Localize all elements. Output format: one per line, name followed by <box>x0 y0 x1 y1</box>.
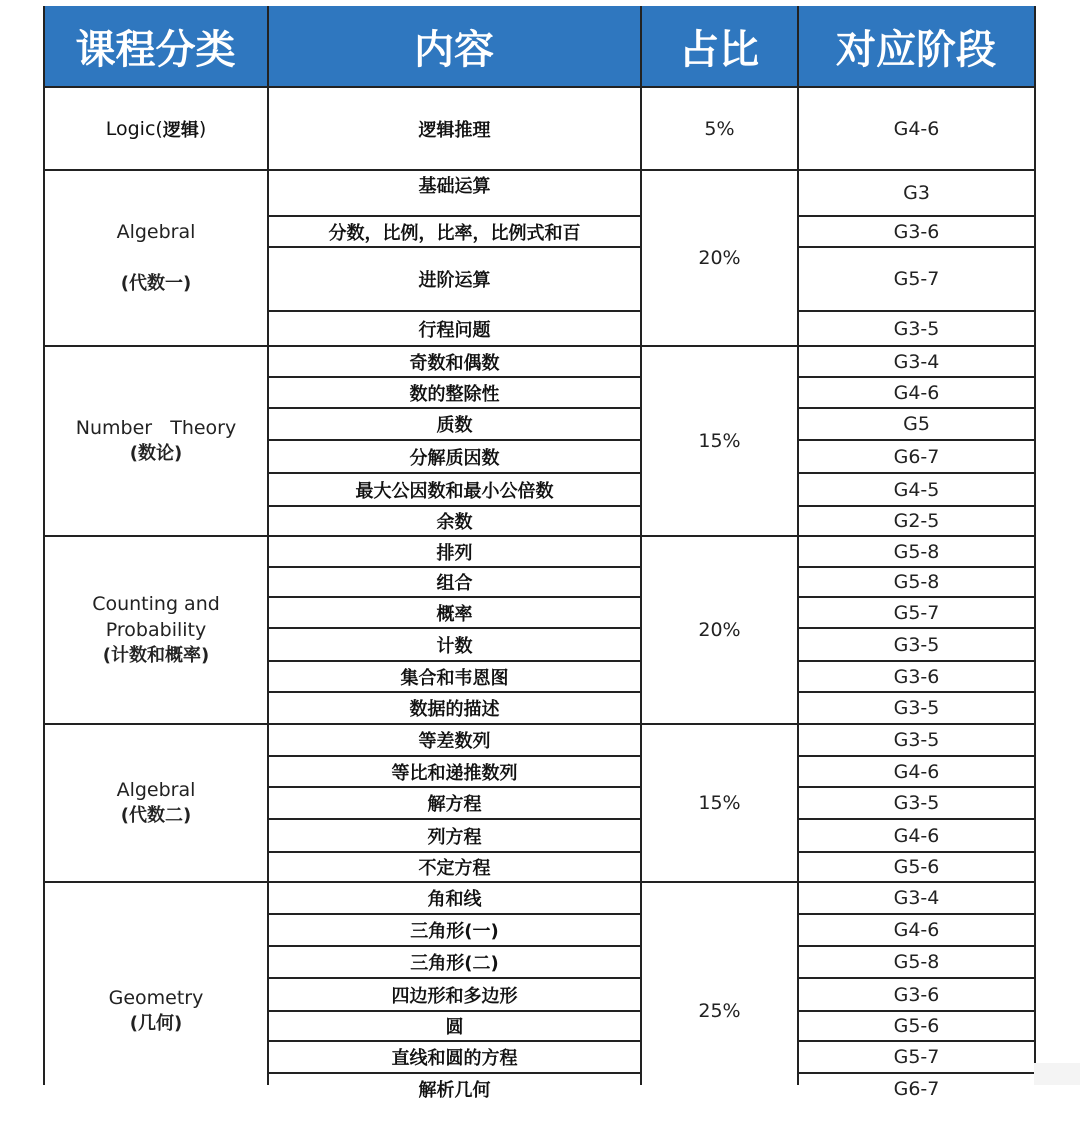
category-cn: (几何) <box>129 1013 183 1034</box>
grade-cell: G5-8 <box>893 951 940 973</box>
grade-cell: G4-6 <box>893 919 940 941</box>
category-cn: (计数和概率) <box>102 645 210 666</box>
header-content: 内容 <box>268 6 640 86</box>
category-cell <box>45 171 267 345</box>
topic-cell: 行程问题 <box>418 319 491 341</box>
category-cn: (代数一) <box>120 273 192 294</box>
grade-cell: G5-7 <box>893 601 940 624</box>
grade-cell: G3-5 <box>893 729 940 751</box>
category-en: Number Theory <box>75 417 237 439</box>
header-category: 课程分类 <box>44 6 267 86</box>
grade-cell: G3-4 <box>893 350 940 373</box>
topic-cell: 基础运算 <box>418 176 491 197</box>
category-cn: (代数二) <box>120 805 192 826</box>
topic-cell: 概率 <box>436 603 473 625</box>
topic-cell: 等比和递推数列 <box>391 762 518 784</box>
grade-cell: G4-6 <box>893 824 940 847</box>
topic-cell: 进阶运算 <box>418 270 491 291</box>
topic-cell: 四边形和多边形 <box>391 985 518 1007</box>
topic-cell: 分数，比例，比率，比例式和百 <box>328 222 581 244</box>
topic-cell: 余数 <box>436 512 473 533</box>
grade-cell: G6-7 <box>893 445 940 468</box>
topic-cell: 计数 <box>436 635 473 657</box>
topic-cell: 组合 <box>436 573 473 594</box>
grade-cell: G3-5 <box>893 633 940 656</box>
ratio-cell: 15% <box>698 792 741 814</box>
ratio-cell: 20% <box>698 619 741 641</box>
grade-cell: G3-4 <box>893 887 940 909</box>
category-en: Geometry <box>108 987 204 1009</box>
topic-cell: 解方程 <box>427 794 482 815</box>
topic-cell: 奇数和偶数 <box>409 352 500 374</box>
category-cn: (数论) <box>129 443 183 464</box>
grade-cell: G5-6 <box>893 1015 940 1037</box>
topic-cell: 质数 <box>436 415 473 436</box>
topic-cell: 分解质因数 <box>409 447 500 469</box>
grade-cell: G3-6 <box>893 220 940 243</box>
topic-cell: 数据的描述 <box>409 699 500 720</box>
category-en: Counting and <box>92 593 220 615</box>
category-en: Algebral <box>116 221 196 243</box>
topic-cell: 集合和韦恩图 <box>400 667 509 689</box>
category-cell <box>45 88 267 169</box>
grade-cell: G2-5 <box>893 510 940 532</box>
topic-cell: 逻辑推理 <box>418 119 491 141</box>
topic-cell: 等差数列 <box>418 731 491 752</box>
grade-cell: G5-6 <box>893 856 940 878</box>
grade-cell: G5-7 <box>893 268 940 290</box>
category-cell <box>45 725 267 881</box>
topic-cell: 角和线 <box>427 889 482 910</box>
grade-cell: G3 <box>903 182 930 204</box>
topic-cell: 三角形(二) <box>410 953 499 974</box>
category-en: Logic( <box>105 117 163 140</box>
grade-cell: G3-5 <box>893 317 940 340</box>
grade-cell: G5 <box>903 413 930 435</box>
grade-cell: G4-6 <box>893 117 940 140</box>
grade-cell: G6-7 <box>893 1078 940 1100</box>
ratio-cell: 20% <box>698 247 741 269</box>
grade-cell: G4-5 <box>893 478 940 501</box>
ratio-cell: 15% <box>698 430 741 452</box>
topic-cell: 直线和圆的方程 <box>391 1048 518 1069</box>
grade-cell: G5-8 <box>893 571 940 593</box>
grid-line <box>1034 6 1036 1085</box>
grade-cell: G5-8 <box>893 540 940 563</box>
topic-cell: 排列 <box>436 542 473 564</box>
topic-cell: 三角形(一) <box>410 921 499 942</box>
category-cell <box>45 883 267 1139</box>
ratio-cell: 5% <box>704 117 735 140</box>
header-ratio: 占比 <box>641 6 797 86</box>
topic-cell: 列方程 <box>427 826 482 848</box>
header-stage: 对应阶段 <box>798 6 1034 86</box>
grade-cell: G3-6 <box>893 983 940 1006</box>
category-cell <box>45 537 267 723</box>
grade-cell: G3-5 <box>893 697 940 719</box>
grade-cell: G3-6 <box>893 665 940 688</box>
category-cn: 逻辑 <box>162 119 199 141</box>
category-en: Algebral <box>116 779 196 801</box>
grade-cell: G4-6 <box>893 381 940 404</box>
category-paren: ) <box>198 117 207 140</box>
topic-cell: 最大公因数和最小公倍数 <box>355 480 554 502</box>
topic-cell: 不定方程 <box>418 858 491 879</box>
topic-cell: 数的整除性 <box>409 383 500 405</box>
topic-cell: 圆 <box>445 1017 464 1038</box>
topic-cell: 解析几何 <box>418 1080 491 1101</box>
category-cell <box>45 347 267 535</box>
category-en-2: Probability <box>105 619 207 641</box>
corner-overlay <box>1034 1063 1080 1085</box>
grade-cell: G5-7 <box>893 1046 940 1068</box>
grade-cell: G3-5 <box>893 792 940 814</box>
grade-cell: G4-6 <box>893 760 940 783</box>
ratio-cell: 25% <box>698 1000 741 1022</box>
